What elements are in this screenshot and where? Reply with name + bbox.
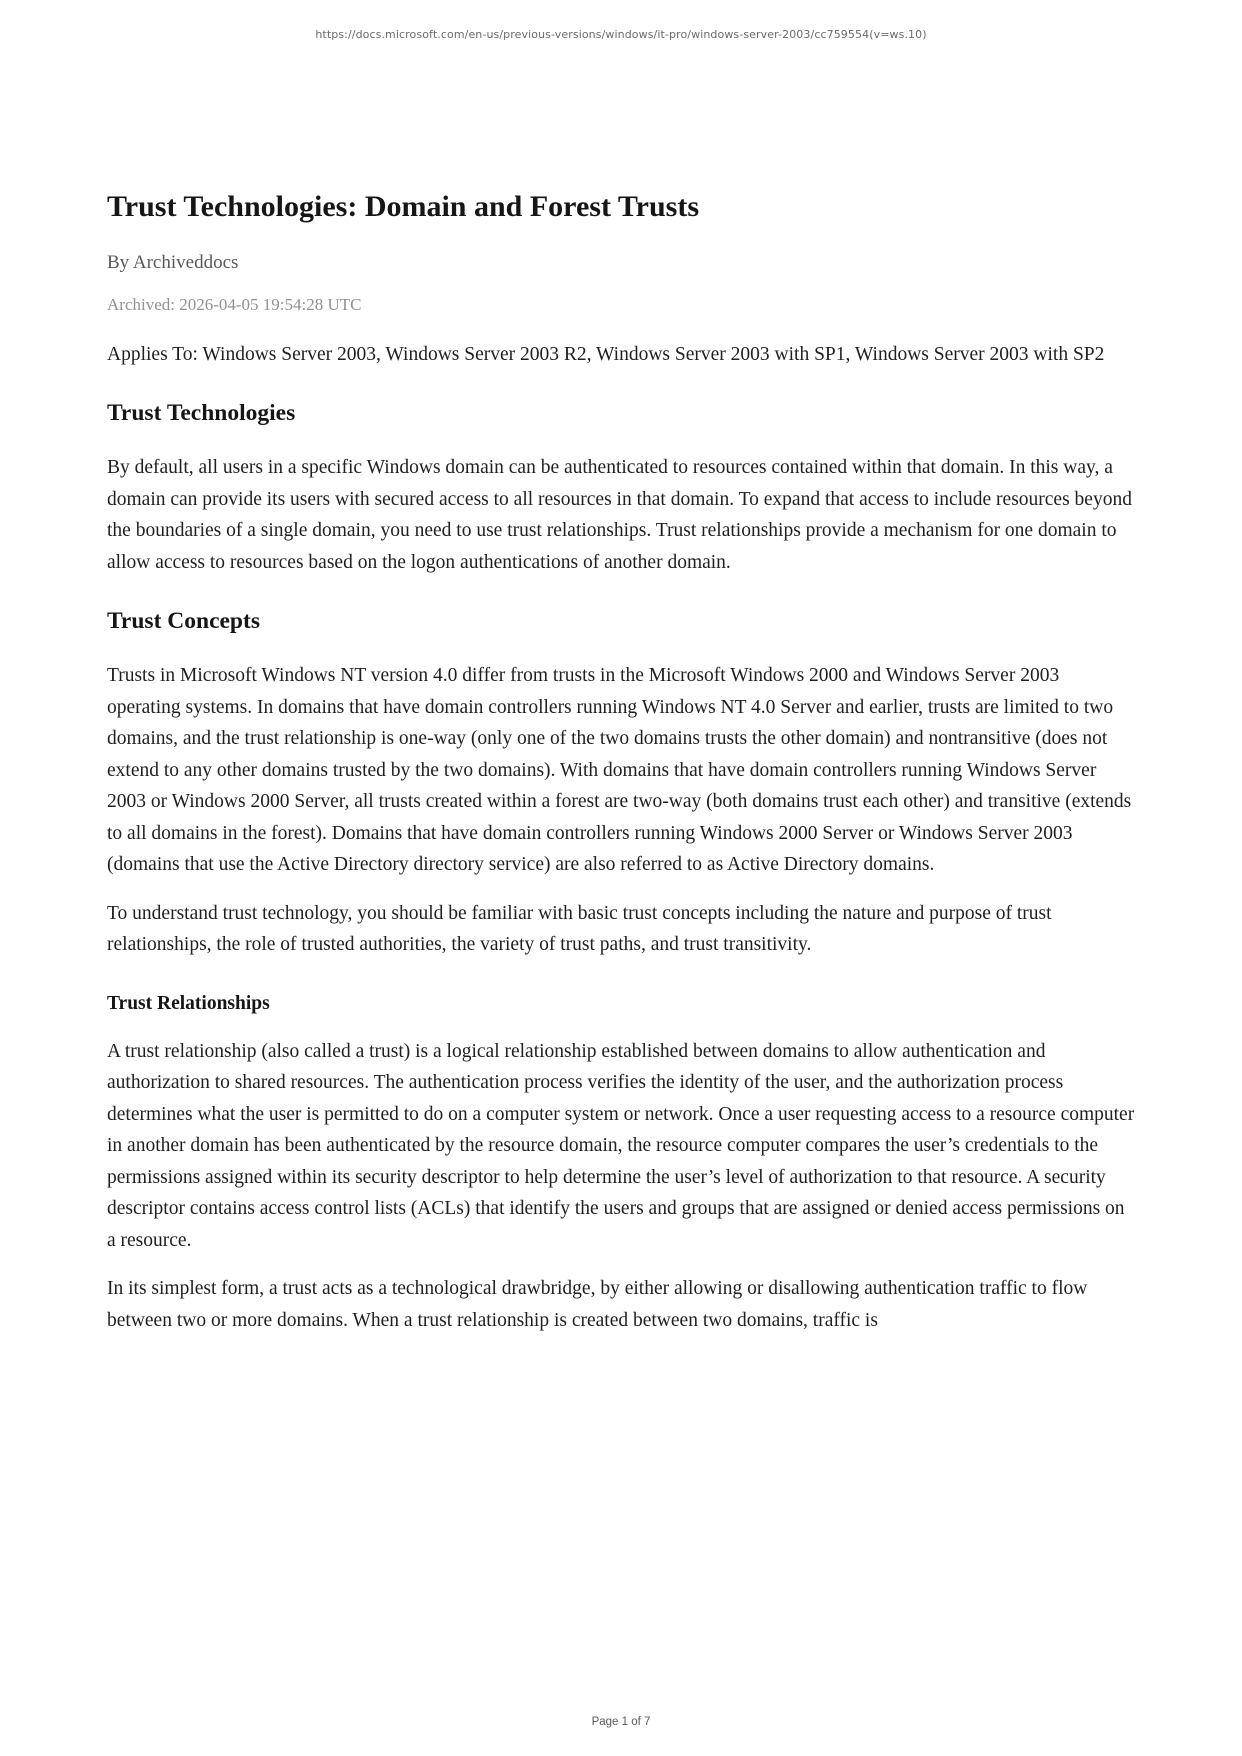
section-heading-trust-relationships: Trust Relationships xyxy=(107,992,270,1014)
section-heading-trust-technologies: Trust Technologies xyxy=(107,400,296,426)
page-title: Trust Technologies: Domain and Forest Trusts xyxy=(107,190,700,223)
paragraph: In its simplest form, a trust acts as a technological drawbridge, by either allowing or disallowing authentication traffic to flow between two or more domains. When a trust relationship is created between two domains, traffic is xyxy=(107,1278,1088,1331)
paragraph: To understand trust technology, you should be familiar with basic trust concepts including the nature and purpose of trust relationships, the role of trusted authorities, the variety of trust paths, and trust transitivity. xyxy=(107,902,1052,955)
archived-timestamp: Archived: 2026-04-05 19:54:28 UTC xyxy=(107,294,362,314)
page-number: Page 1 of 7 xyxy=(591,1716,651,1728)
section-heading-trust-concepts: Trust Concepts xyxy=(107,608,260,634)
paragraph: Trusts in Microsoft Windows NT version 4.0 differ from trusts in the Microsoft Windows 2000 and Windows Server 2003 operating systems. In domains that have domain controllers running Windows NT 4.0 Server and earlier, trusts are limited to two domains, and the trust relationship is one-way (only one of the two domains trusts the other domain) and nontransitive (does not extend to any other domains trusted by the two domains). With domains that have domain controllers running Windows Server 2003 or Windows 2000 Server, all trusts created within a forest are two-way (both domains trust each other) and transitive (extends to all domains in the forest). Domains that have domain controllers running Windows 2000 Server or Windows Server 2003 (domains that use the Active Directory directory service) are also referred to as Active Directory domains. xyxy=(107,665,1132,875)
page-source-url: https://docs.microsoft.com/en-us/previous-versions/windows/it-pro/windows-server-2003/cc759554(v=ws.10) xyxy=(315,28,927,41)
author-byline: By Archiveddocs xyxy=(107,251,239,273)
document-body xyxy=(107,0,1137,1353)
paragraph: By default, all users in a specific Windows domain can be authenticated to resources contained within that domain. In this way, a domain can provide its users with secured access to all resources in that domain. To expand that access to include resources beyond the boundaries of a single domain, you need to use trust relationships. Trust relationships provide a mechanism for one domain to allow access to resources based on the logon authentications of another domain. xyxy=(107,457,1132,573)
paragraph: A trust relationship (also called a trust) is a logical relationship established between domains to allow authentication and authorization to shared resources. The authentication process verifies the identity of the user, and the authorization process determines what the user is permitted to do on a computer system or network. Once a user requesting access to a resource computer in another domain has been authenticated by the resource domain, the resource computer compares the user’s credentials to the permissions assigned within its security descriptor to help determine the user’s level of authorization to that resource. A security descriptor contains access control lists (ACLs) that identify the users and groups that are assigned or denied access permissions on a resource. xyxy=(107,1040,1135,1251)
applies-to-text: Applies To: Windows Server 2003, Windows Server 2003 R2, Windows Server 2003 with SP1, Windows Server 2003 with SP2 xyxy=(107,343,1105,365)
